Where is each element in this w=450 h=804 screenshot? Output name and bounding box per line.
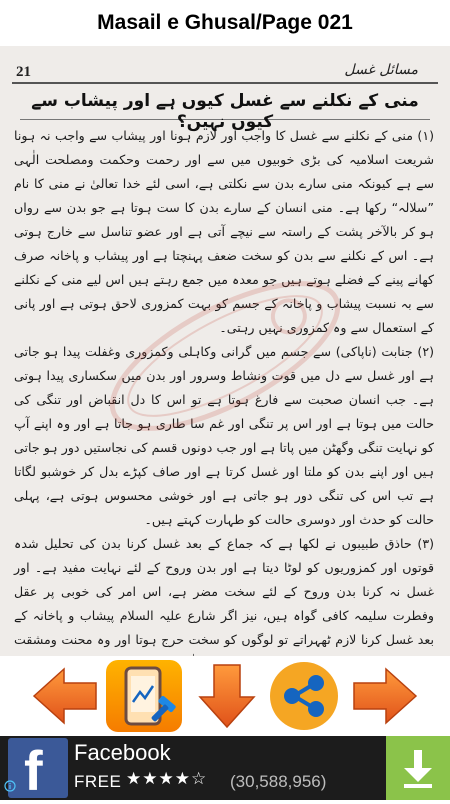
book-page xyxy=(0,46,450,656)
right-arrow-icon[interactable] xyxy=(350,661,420,731)
info-icon[interactable] xyxy=(4,780,16,792)
facebook-logo-icon: f xyxy=(8,738,68,798)
running-head: مسائل غسل xyxy=(344,62,418,78)
page-number: 21 xyxy=(16,64,31,80)
ad-rating-count: (30,588,956) xyxy=(230,772,327,791)
paragraph: (۱) منی کے نکلنے سے غسل کا واجب اور لازم ہونا اور پیشاب سے واجب نہ ہونا شریعت اسلامیہ کی بڑی خوبیوں میں سے اور رحمت وحکمت ومصلحت الٰہی سے ہے کیونکہ منی سارے بدن سے نکلتی ہے، اسی لئے خدا تعالیٰ نے منی کا نام ”سلالہ“ رکھا ہے۔ منی انسان کے سارے بدن کا ست ہوتا ہے جو بدن سے رواں ہو کر بالآخر پشت کے راستہ سے نیچے آتی ہے اور عضو تناسل سے خارج ہوتی ہے۔ اس کے نکلنے سے بدن کو سخت ضعف پہنچتا ہے اور پیشاب و پاخانہ صرف کھانے پینے کے فضلے ہوتے ہیں جو معدہ میں جمع رہتے ہیں اس لیے منی کے نکلنے سے بہ نسبت پیشاب و پاخانہ کے جسم کو بہت کمزوری لاحق ہوتی ہے اور پانی کے استعمال سے وہ کمزوری نہیں رہتی۔ xyxy=(14,128,434,335)
share-icon[interactable] xyxy=(268,660,340,732)
bottom-toolbar xyxy=(0,656,450,736)
page-body xyxy=(14,124,434,647)
ad-price: FREE xyxy=(74,772,122,791)
ad-banner[interactable] xyxy=(0,736,450,800)
paragraph: (۲) جنابت (ناپاکی) سے جسم میں گرانی وکاہلی وکمزوری وغفلت پیدا ہو جاتی ہے اور غسل سے دل میں قوت ونشاط وسرور اور بدن میں سکساری پیدا ہوتی ہے۔ جب انسان صحبت سے فارغ ہوتا ہے تو اس کا دل انقباض اور تنگی کی حالت میں ہوتا ہے اور اس پر تنگی اور غم سا طاری ہو جاتا ہے اور وہ اپنے آپ کو نہایت تنگی وگھٹن میں پاتا ہے اور جب دونوں قسم کی نجاستیں دور ہو جاتی ہیں اور اپنے بدن کو ملتا اور غسل کرتا ہے اور صاف کپڑے بدل کر خوشبو لگاتا ہے تب اس کی تنگی دور ہو جاتی ہے اور خوشی محسوس ہوتی ہے، پہلی حالت کو حدث اور دوسری حالت کو طہارت کہتے ہیں۔ xyxy=(14,344,434,527)
page-heading: منی کے نکلنے سے غسل کیوں ہے اور پیشاب سے کیوں نہیں؟ xyxy=(20,90,430,120)
title-bar xyxy=(0,0,450,46)
ad-rating-stars: ★★★★☆ xyxy=(126,769,208,789)
more-apps-icon[interactable] xyxy=(104,658,184,734)
download-icon xyxy=(386,736,450,800)
ad-download-button[interactable] xyxy=(386,736,450,800)
app-title: Masail e Ghusal/Page 021 xyxy=(97,11,353,34)
page-header xyxy=(12,62,438,84)
left-arrow-icon[interactable] xyxy=(30,661,100,731)
ad-title: Facebook xyxy=(74,740,171,765)
paragraph: (۳) حاذق طبیبوں نے لکھا ہے کہ جماع کے بعد غسل کرنا بدن کی تحلیل شدہ قوتوں اور کمزوریوں کو لوٹا دیتا ہے اور بدن وروح کے لئے نہایت مفید ہے۔ اور غسل نہ کرنا بدن وروح کے لئے سخت مضر ہے، اس امر کی خوبی پر عقل وفطرت سلیمہ کافی گواہ ہیں، نیز اگر شارع علیہ السلام پیشاب و پاخانہ کے بعد غسل کرنا لازم ٹھہراتے تو لوگوں کو سخت حرج ہوتا اور وہ محنت ومشقت xyxy=(14,536,434,647)
down-arrow-icon[interactable] xyxy=(192,661,262,731)
